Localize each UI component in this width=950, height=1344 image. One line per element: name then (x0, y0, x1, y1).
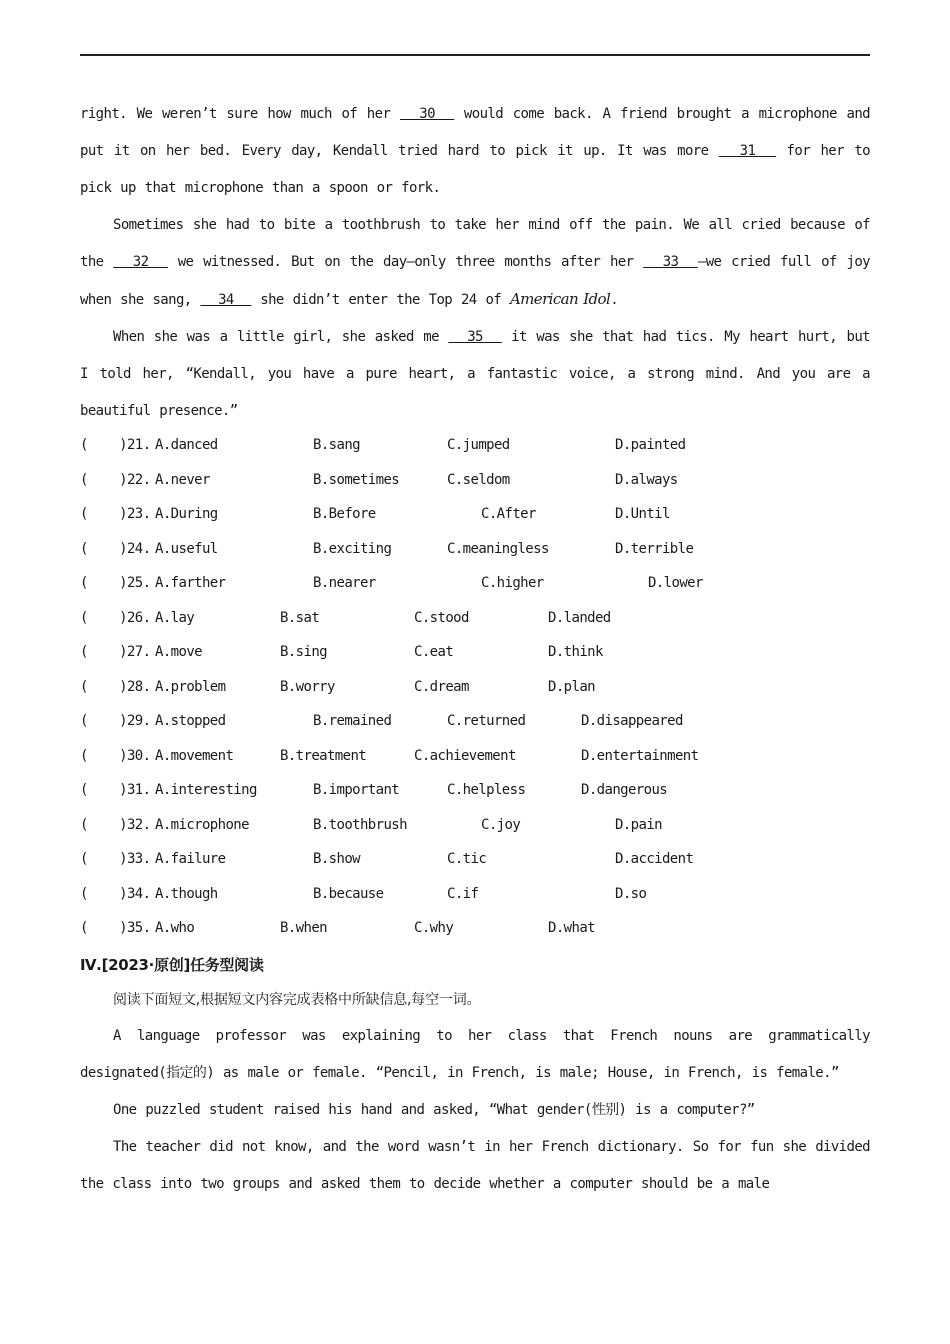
question-list (80, 430, 870, 948)
option-b[interactable]: B.because (313, 885, 384, 902)
option-b[interactable]: B.remained (313, 713, 392, 729)
option-b[interactable]: B.nearer (313, 575, 376, 591)
option-c[interactable]: C.jumped (447, 437, 510, 453)
question-number: ( )31. (80, 782, 151, 798)
option-b[interactable]: B.important (313, 782, 400, 798)
option-a[interactable]: A.lay (155, 609, 195, 626)
question-number: ( )22. (80, 471, 151, 488)
question-number: ( )32. (80, 816, 151, 833)
question-number: ( )29. (80, 713, 151, 729)
question-number: ( )33. (80, 851, 151, 867)
blank-30: 30 (399, 106, 455, 122)
option-b[interactable]: B.Before (313, 506, 376, 522)
question-item (80, 465, 870, 500)
option-a[interactable]: A.stopped (155, 713, 226, 729)
question-item (80, 879, 870, 914)
question-item (80, 603, 870, 638)
option-a[interactable]: A.never (155, 471, 210, 488)
question-number: ( )23. (80, 506, 151, 522)
option-d[interactable]: D.accident (615, 851, 694, 867)
blank-35: 35 (448, 329, 502, 345)
worksheet-page (80, 96, 870, 1203)
blank-33: 33 (643, 254, 698, 270)
option-d[interactable]: D.always (615, 471, 678, 488)
option-a[interactable]: A.failure (155, 851, 226, 867)
text: —we cried full of joy when she sang, (80, 254, 870, 308)
reading-paragraph-1: A language professor was explaining to her class that French nouns are grammatically designated(指定的) as male or female. “Pencil, in French, is male; House, in French, is female.” (80, 1027, 870, 1081)
option-a[interactable]: A.movement (155, 747, 234, 764)
option-a[interactable]: A.interesting (155, 782, 257, 798)
option-b[interactable]: B.worry (280, 678, 335, 695)
question-item (80, 844, 870, 879)
option-b[interactable]: B.sometimes (313, 471, 400, 488)
option-c[interactable]: C.joy (481, 816, 521, 833)
option-a[interactable]: A.who (155, 920, 195, 936)
option-c[interactable]: C.tic (447, 851, 487, 867)
question-number: ( )28. (80, 678, 151, 695)
question-number: ( )24. (80, 540, 151, 557)
blank-34: 34 (200, 292, 252, 308)
option-d[interactable]: D.entertainment (581, 747, 699, 764)
option-c[interactable]: C.dream (414, 678, 469, 695)
option-d[interactable]: D.terrible (615, 540, 694, 557)
question-number: ( )35. (80, 920, 151, 936)
option-a[interactable]: A.useful (155, 540, 218, 557)
question-item (80, 775, 870, 810)
option-c[interactable]: C.higher (481, 575, 544, 591)
option-d[interactable]: D.dangerous (581, 782, 668, 798)
option-b[interactable]: B.sang (313, 437, 360, 453)
option-d[interactable]: D.pain (615, 816, 662, 833)
section-heading: Ⅳ.[2023·原创]任务型阅读 (80, 955, 264, 974)
question-number: ( )26. (80, 609, 151, 626)
question-item (80, 741, 870, 776)
option-b[interactable]: B.show (313, 851, 360, 867)
option-d[interactable]: D.so (615, 885, 647, 902)
text: for her to pick up that microphone than a spoon or fork. (80, 143, 870, 196)
question-item (80, 913, 870, 948)
question-number: ( )27. (80, 644, 151, 660)
option-b[interactable]: B.sing (280, 644, 327, 660)
option-d[interactable]: D.lower (648, 575, 703, 591)
option-c[interactable]: C.achievement (414, 747, 516, 764)
question-item (80, 637, 870, 672)
passage-paragraph-2 (80, 207, 870, 319)
option-d[interactable]: D.painted (615, 437, 686, 453)
reading-paragraph-2: One puzzled student raised his hand and asked, “What gender(性别) is a computer?” (113, 1101, 755, 1118)
question-item (80, 534, 870, 569)
option-c[interactable]: C.helpless (447, 782, 526, 798)
option-a[interactable]: A.microphone (155, 816, 249, 833)
question-item (80, 810, 870, 845)
option-c[interactable]: C.meaningless (447, 540, 549, 557)
blank-32: 32 (113, 254, 168, 270)
passage-paragraph-1 (80, 96, 870, 207)
option-a[interactable]: A.farther (155, 575, 226, 591)
blank-31: 31 (718, 143, 777, 159)
option-a[interactable]: A.though (155, 885, 218, 902)
option-c[interactable]: C.stood (414, 609, 469, 626)
option-b[interactable]: B.exciting (313, 540, 392, 557)
option-c[interactable]: C.seldom (447, 471, 510, 488)
question-number: ( )25. (80, 575, 151, 591)
reading-paragraph-3: The teacher did not know, and the word wasn’t in her French dictionary. So for fun she divided the class into two groups and asked them to decide whether a computer should be a male (80, 1138, 870, 1192)
question-item (80, 568, 870, 603)
option-c[interactable]: C.eat (414, 644, 454, 660)
question-item (80, 706, 870, 741)
option-b[interactable]: B.toothbrush (313, 816, 407, 833)
option-d[interactable]: D.Until (615, 506, 670, 522)
option-d[interactable]: D.think (548, 644, 603, 660)
text: would come back. A friend brought a microphone and put it on her bed. Every day, Kendall tried hard to pick it up. It was more (80, 106, 870, 159)
header-rule (80, 54, 870, 56)
question-item (80, 430, 870, 465)
option-a[interactable]: A.problem (155, 678, 226, 695)
text: When she was a little girl, she asked me (113, 329, 449, 345)
option-c[interactable]: C.if (447, 885, 479, 902)
option-b[interactable]: B.sat (280, 609, 320, 626)
option-d[interactable]: D.landed (548, 609, 611, 626)
text: . (610, 292, 619, 308)
text: Sometimes she had to bite a toothbrush to take her mind off the pain. We all cried because of the (80, 217, 870, 270)
question-number: ( )30. (80, 747, 151, 764)
question-item (80, 672, 870, 707)
text: right. We weren’t sure how much of her (80, 106, 400, 122)
passage-paragraph-3 (80, 319, 870, 430)
question-item (80, 499, 870, 534)
question-number: ( )34. (80, 885, 151, 902)
text: it was she that had tics. My heart hurt, but I told her, “Kendall, you have a pure heart, a fantastic voice, a strong mind. And you are a beautiful presence.” (80, 329, 870, 419)
option-b[interactable]: B.when (280, 920, 327, 936)
option-a[interactable]: A.move (155, 644, 202, 660)
option-d[interactable]: D.plan (548, 678, 595, 695)
section-instruction: 阅读下面短文,根据短文内容完成表格中所缺信息,每空一词。 (113, 991, 481, 1008)
option-d[interactable]: D.what (548, 920, 595, 936)
text: we witnessed. But on the day—only three months after her (167, 254, 644, 270)
question-number: ( )21. (80, 437, 151, 453)
option-a[interactable]: A.During (155, 506, 218, 522)
option-b[interactable]: B.treatment (280, 747, 367, 764)
option-c[interactable]: C.returned (447, 713, 526, 729)
option-c[interactable]: C.After (481, 506, 536, 522)
option-c[interactable]: C.why (414, 920, 454, 936)
option-d[interactable]: D.disappeared (581, 713, 683, 729)
show-title: American Idol (509, 290, 611, 308)
text: she didn’t enter the Top 24 of (251, 292, 510, 308)
option-a[interactable]: A.danced (155, 437, 218, 453)
